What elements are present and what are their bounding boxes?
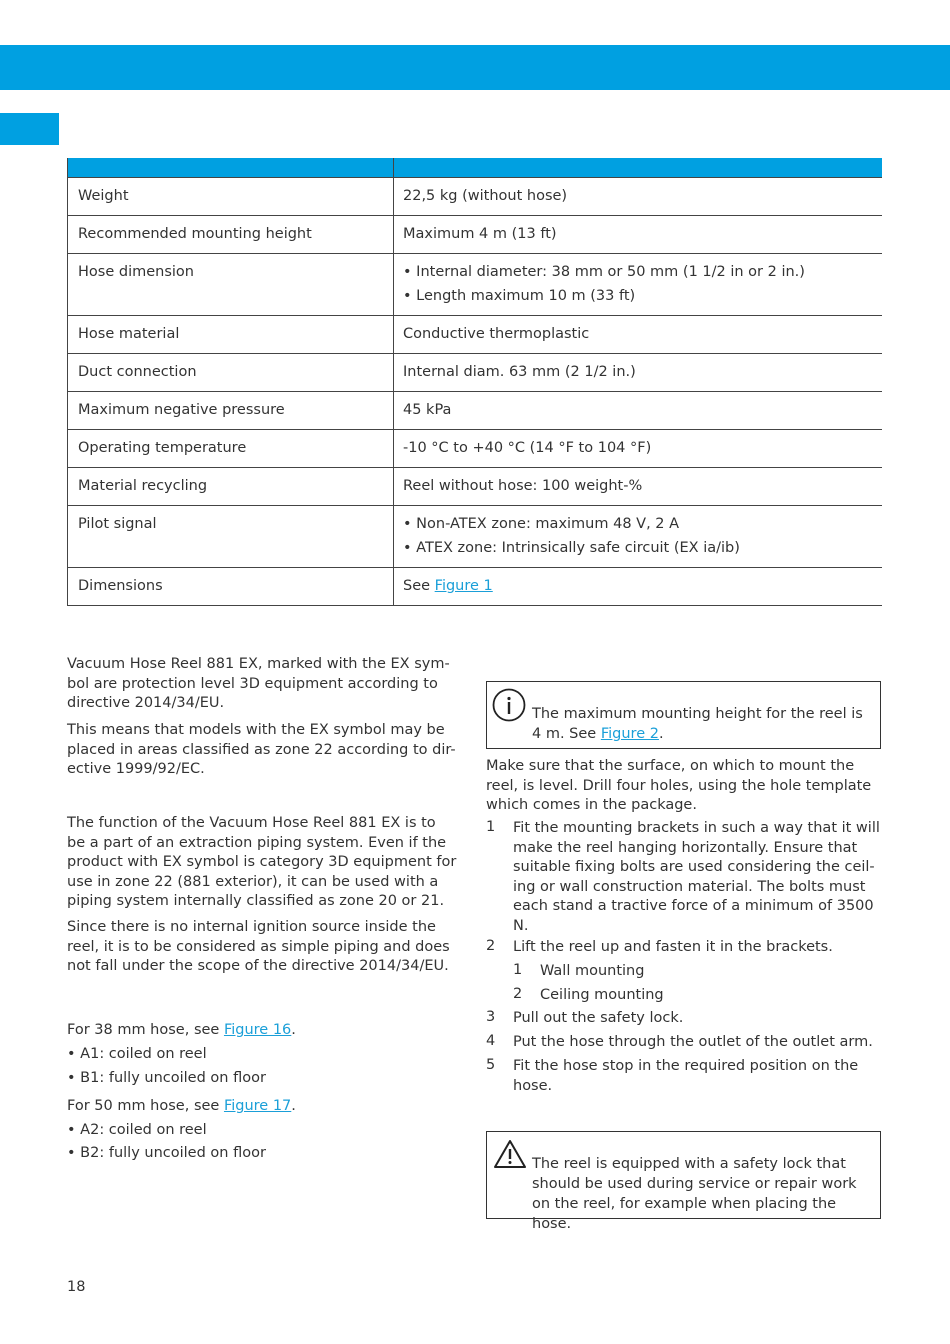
table-row	[68, 354, 883, 392]
section-tab	[0, 113, 59, 145]
header-band	[0, 45, 950, 90]
spec-key: Duct connection	[68, 354, 394, 392]
table-header-cell	[68, 158, 394, 178]
substep-number: 2	[513, 986, 523, 1002]
step-item	[486, 1009, 882, 1029]
info-note-label: The maximum mounting height for the reel is 4 m. See	[532, 706, 863, 742]
figure-2-link[interactable]: Figure 2	[600, 726, 659, 742]
step-item	[486, 1057, 882, 1097]
step-number: 3	[486, 1009, 496, 1025]
warning-note-text: The reel is equipped with a safety lock that should be used during service or repair work on the reel, for example when placing the hose.	[532, 1156, 857, 1232]
table-row	[68, 316, 883, 354]
page-number: 18	[67, 1279, 86, 1295]
step-text: Pull out the safety lock.	[513, 1010, 684, 1026]
step-item	[486, 1033, 882, 1053]
spec-value: Internal diam. 63 mm (2 1/2 in.)	[394, 354, 883, 392]
mounting-intro	[486, 757, 882, 816]
spec-value: Conductive thermoplastic	[394, 316, 883, 354]
function-paragraph-2	[67, 918, 457, 977]
table-header-row	[68, 158, 883, 178]
list-item: • A2: coiled on reel	[67, 1121, 457, 1141]
ex-paragraph-2-text: This means that models with the EX symbol may be placed in areas classified as zone 22 according to dir-ective 1999/92/EC.	[67, 722, 456, 777]
spec-key: Hose dimension	[68, 254, 394, 316]
spec-value: Maximum 4 m (13 ft)	[394, 216, 883, 254]
specification-table	[67, 158, 882, 606]
spec-value	[394, 568, 883, 606]
table-row	[68, 568, 883, 606]
spec-key: Dimensions	[68, 568, 394, 606]
table-row	[68, 506, 883, 568]
step-number: 4	[486, 1033, 496, 1049]
step-text: Put the hose through the outlet of the outlet arm.	[513, 1034, 873, 1050]
spec-value: 22,5 kg (without hose)	[394, 178, 883, 216]
table-row	[68, 254, 883, 316]
info-note	[486, 681, 881, 749]
spec-key: Pilot signal	[68, 506, 394, 568]
step-number: 5	[486, 1057, 496, 1073]
table-header-cell	[394, 158, 883, 178]
step-number: 1	[486, 819, 496, 835]
step-text: Fit the mounting brackets in such a way that it will make the reel hanging horizontally. Ensure that suitable fixing bolts are used considering the ceil-ing or wall construction material. The bolts must each stand a tractive force of a minimum of 3500 N.	[513, 820, 880, 934]
info-note-text: The maximum mounting height for the reel is 4 m. See Figure 2.	[532, 706, 863, 742]
substep-item	[513, 962, 882, 982]
step-item	[486, 819, 882, 934]
bullet-item: • Non-ATEX zone: maximum 48 V, 2 A	[403, 512, 872, 536]
table-row	[68, 468, 883, 506]
step-item	[486, 938, 882, 958]
spec-key: Operating temperature	[68, 430, 394, 468]
figure-1-link[interactable]: Figure 1	[434, 578, 493, 594]
table-row	[68, 430, 883, 468]
ex-paragraph-2	[67, 721, 457, 780]
bullet-item: • Internal diameter: 38 mm or 50 mm (1 1/2 in or 2 in.)	[403, 260, 872, 284]
list-item: • A1: coiled on reel	[67, 1045, 457, 1065]
list-item: • B2: fully uncoiled on floor	[67, 1144, 457, 1164]
ex-paragraph-1-text: Vacuum Hose Reel 881 EX, marked with the EX sym-bol are protection level 3D equipment according to directive 2014/34/EU.	[67, 656, 450, 711]
hose-38-label: For 38 mm hose, see	[67, 1022, 224, 1038]
hose-50-reference: For 50 mm hose, see Figure 17.	[67, 1098, 296, 1114]
hose-50-label: For 50 mm hose, see	[67, 1098, 224, 1114]
substep-item	[513, 986, 882, 1006]
step-text: Lift the reel up and fasten it in the brackets.	[513, 939, 833, 955]
figure-17-link[interactable]: Figure 17	[223, 1098, 292, 1114]
bullet-item: • Length maximum 10 m (33 ft)	[403, 284, 872, 308]
warning-note	[486, 1131, 881, 1232]
function-paragraph-1-text: The function of the Vacuum Hose Reel 881 EX is to be a part of an extraction piping system. Even if the product with EX symbol is category 3D equipment for use in zone 22 (881 exterior), it can be used with a piping system internally classified as zone 20 or 21.	[67, 815, 457, 909]
function-paragraph-2-text: Since there is no internal ignition source inside the reel, it is to be considered as simple piping and does not fall under the scope of the directive 2014/34/EU.	[67, 919, 450, 974]
spec-key: Hose material	[68, 316, 394, 354]
list-item: • B1: fully uncoiled on floor	[67, 1069, 457, 1089]
spec-key: Weight	[68, 178, 394, 216]
spec-value: 45 kPa	[394, 392, 883, 430]
step-text: Fit the hose stop in the required position on the hose.	[513, 1058, 859, 1094]
table-row	[68, 178, 883, 216]
spec-key: Material recycling	[68, 468, 394, 506]
hose-38-reference: For 38 mm hose, see Figure 16.	[67, 1022, 296, 1038]
step-number: 2	[486, 938, 496, 954]
spec-value: Reel without hose: 100 weight-%	[394, 468, 883, 506]
mounting-intro-text: Make sure that the surface, on which to mount the reel, is level. Drill four holes, using the hole template which comes in the package.	[486, 758, 872, 813]
function-paragraph-1	[67, 814, 457, 912]
substep-text: Ceiling mounting	[540, 987, 664, 1003]
info-icon	[492, 688, 526, 726]
spec-value: -10 °C to +40 °C (14 °F to 104 °F)	[394, 430, 883, 468]
spec-key: Recommended mounting height	[68, 216, 394, 254]
figure-16-link[interactable]: Figure 16	[223, 1022, 292, 1038]
ex-paragraph-1	[67, 655, 457, 714]
warning-icon	[493, 1139, 527, 1173]
table-row	[68, 216, 883, 254]
substep-number: 1	[513, 962, 523, 978]
spec-value	[394, 506, 883, 568]
spec-value	[394, 254, 883, 316]
substep-text: Wall mounting	[540, 963, 645, 979]
spec-key: Maximum negative pressure	[68, 392, 394, 430]
bullet-item: • ATEX zone: Intrinsically safe circuit (EX ia/ib)	[403, 536, 872, 560]
see-label: See	[403, 578, 435, 594]
table-row	[68, 392, 883, 430]
